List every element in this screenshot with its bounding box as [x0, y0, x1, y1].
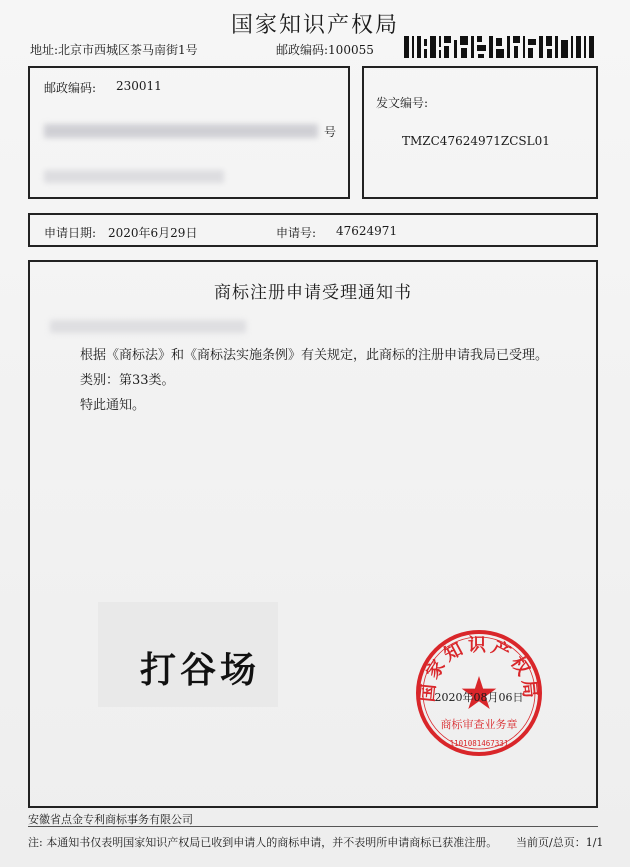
footer-note: 注: 本通知书仅表明国家知识产权局已收到申请人的商标申请，并不表明所申请商标已获准注册。 [28, 836, 498, 849]
seal-bottom-text: 商标审查业务章 [440, 718, 518, 731]
application-date-value: 2020年6月29日 [108, 226, 198, 240]
notice-closing: 特此通知。 [80, 398, 146, 413]
seal-arc-text: 国家知识产权局 [417, 635, 541, 703]
agency-name: 安徽省点金专利商标事务有限公司 [28, 813, 193, 826]
recipient-address-suffix: 号 [324, 125, 337, 139]
notice-category: 类别：第33类。 [80, 373, 175, 388]
seal-serial: 1101081467331 [449, 739, 509, 748]
page-indicator: 当前页/总页：1/1 [516, 836, 604, 849]
dispatch-number-label: 发文编号: [376, 96, 429, 110]
recipient-postcode-label: 邮政编码: [44, 81, 97, 95]
application-number-label: 申请号: [276, 226, 317, 240]
redacted-address [44, 124, 318, 138]
application-number-value: 47624971 [336, 224, 398, 238]
issuer-address: 地址:北京市西城区茶马南街1号 [30, 43, 198, 57]
recipient-postcode-value: 230011 [116, 79, 162, 93]
notice-heading: 商标注册申请受理通知书 [214, 283, 412, 303]
issuer-title: 国家知识产权局 [230, 13, 399, 38]
barcode-image [404, 36, 594, 58]
redacted-recipient-name [44, 170, 224, 183]
application-date-label: 申请日期: [44, 226, 97, 240]
seal-date: 2020年08月06日 [434, 691, 524, 704]
official-seal [414, 628, 544, 758]
trademark-text: 打谷场 [140, 650, 261, 691]
application-info-box [28, 213, 598, 247]
issuer-postcode: 邮政编码:100055 [276, 43, 374, 57]
dispatch-number-value: TMZC47624971ZCSL01 [402, 134, 550, 148]
footer-divider [28, 826, 598, 827]
redacted-applicant-name [50, 320, 246, 333]
dispatch-box [362, 66, 598, 199]
notice-body-line: 根据《商标法》和《商标法实施条例》有关规定，此商标的注册申请我局已受理。 [80, 348, 549, 363]
recipient-box [28, 66, 350, 199]
